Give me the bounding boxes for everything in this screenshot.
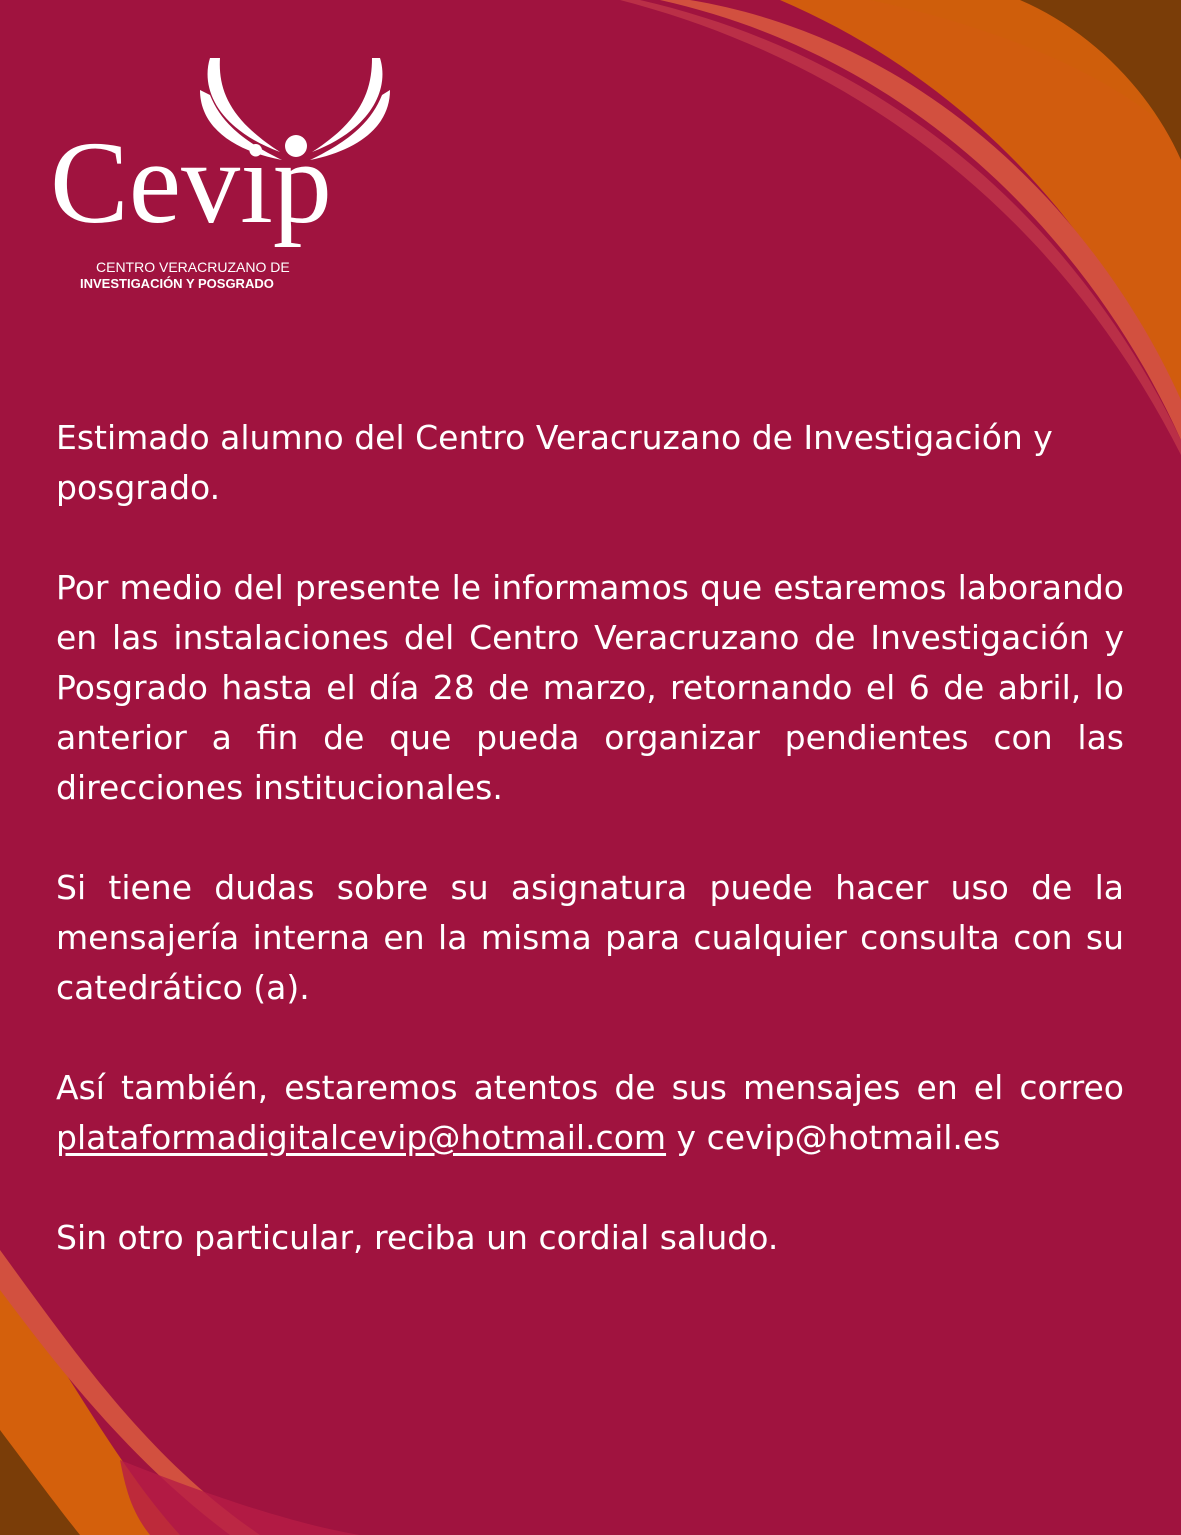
questions-paragraph: Si tiene dudas sobre su asignatura puede hacer uso de la mensajería interna en la misma para cualquier consulta con su catedrático (a).: [56, 868, 1124, 1007]
contact-paragraph: [56, 1063, 1124, 1163]
secondary-email: cevip@hotmail.es: [706, 1118, 1001, 1157]
logo-wordmark: Cevip: [50, 117, 332, 248]
letter-body: [56, 413, 1124, 1313]
logo-subtitle-line1: CENTRO VERACRUZANO DE: [96, 259, 290, 275]
schedule-paragraph: Por medio del presente le informamos que estaremos laborando en las instalaciones del Centro Veracruzano de Investigación y Posgrado hasta el día 28 de marzo, retornando el 6 de abril, lo anterior a fin de que pueda organizar pendientes con las direcciones institucionales.: [56, 568, 1124, 807]
primary-email-link[interactable]: plataformadigitalcevip@hotmail.com: [56, 1118, 667, 1157]
contact-intro: Así también, estaremos atentos de sus mensajes en el correo: [56, 1068, 1124, 1107]
closing-paragraph: Sin otro particular, reciba un cordial saludo.: [56, 1218, 779, 1257]
logo-subtitle-line2: INVESTIGACIÓN Y POSGRADO: [80, 276, 274, 291]
greeting-paragraph: Estimado alumno del Centro Veracruzano de Investigación y posgrado.: [56, 418, 1053, 507]
cevip-logo: [50, 50, 410, 300]
cevip-logo-mark: [50, 50, 410, 300]
contact-conjunction: y: [676, 1118, 697, 1157]
